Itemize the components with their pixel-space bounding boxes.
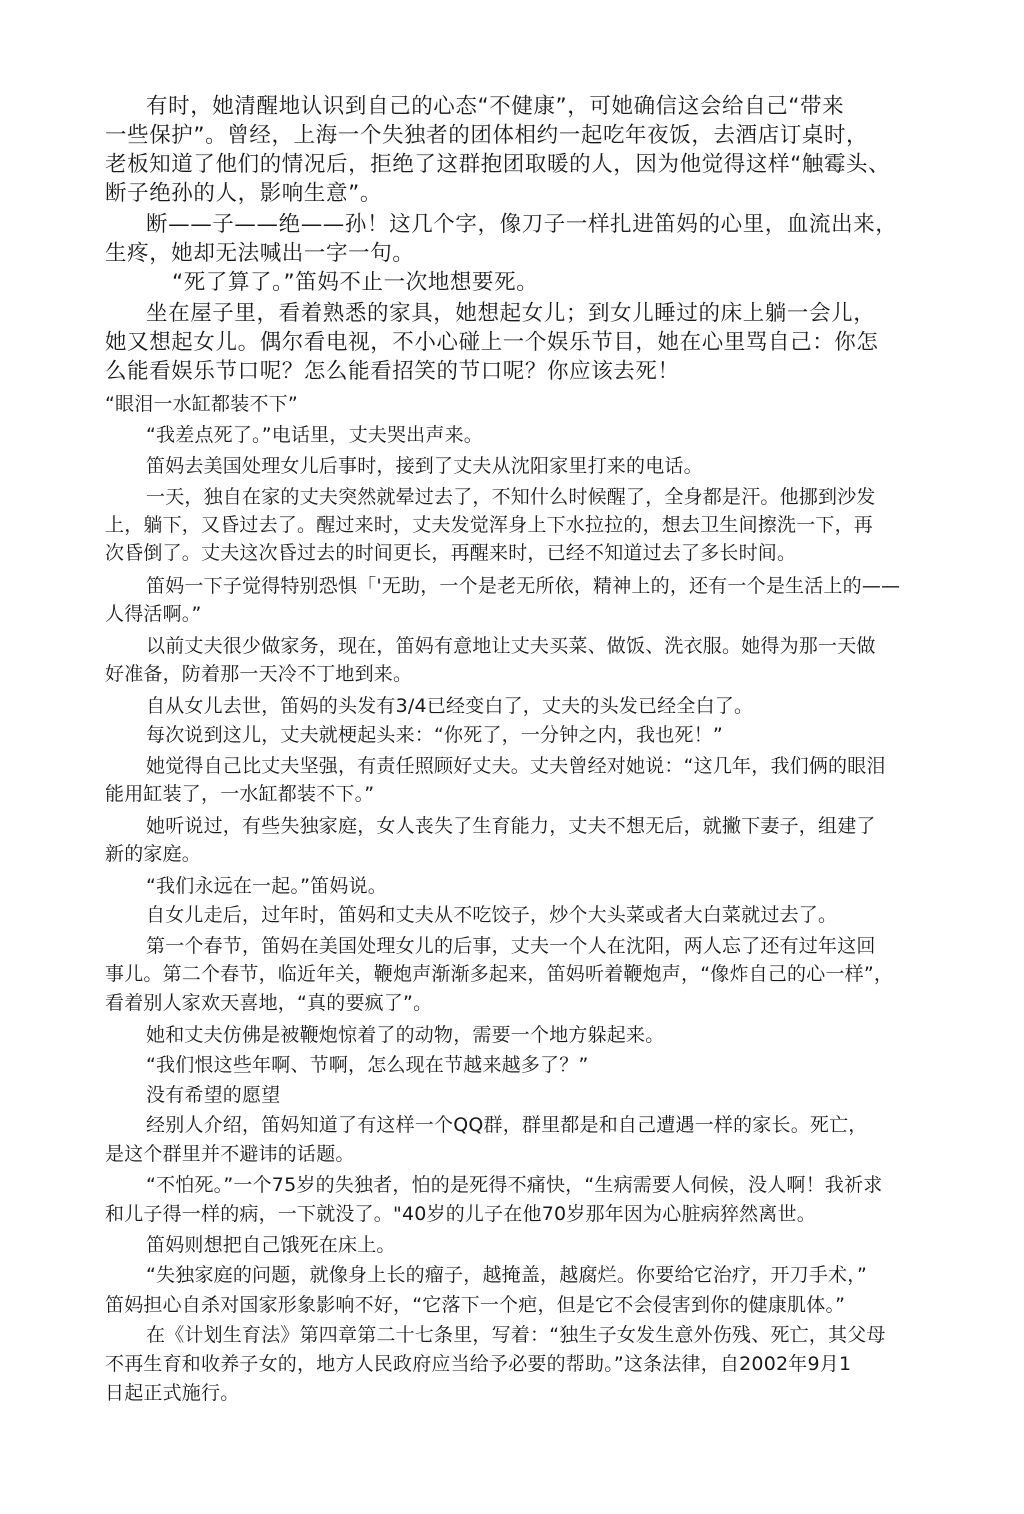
text-line: 她和丈夫仿佛是被鞭炮惊着了的动物，需要一个地方躲起来。 [146, 1024, 665, 1046]
text-line: 么能看娱乐节口呢？怎么能看招笑的节口呢？你应该去死！ [105, 359, 680, 384]
text-line: 她觉得自己比丈夫坚强，有责任照顾好丈夫。丈夫曾经对她说：“这几年，我们俩的眼泪 [146, 755, 886, 777]
text-line: 经别人介绍，笛妈知道了有这样一个QQ群，群里都是和自己遭遇一样的家长。死亡， [146, 1114, 868, 1136]
text-line: 断——子——绝——孙！这几个字，像刀子一样扎进笛妈的心里，血流出来， [146, 212, 898, 237]
text-line: 坐在屋子里，看着熟悉的家具，她想起女儿；到女儿睡过的床上躺一会儿， [146, 301, 876, 326]
text-line: 事儿。第二个春节，临近年关，鞭炮声渐渐多起来，笛妈听着鞭炮声，“像炸自己的心一样”， [105, 963, 894, 985]
text-line: 和儿子得一样的病，一下就没了。"40岁的儿子在他70岁那年因为心脏病猝然离世。 [105, 1203, 816, 1225]
text-line: 第一个春节，笛妈在美国处理女儿的后事，丈夫一个人在沈阳，两人忘了还有过年这回 [146, 935, 876, 957]
text-line: 看着别人家欢天喜地，“真的要疯了”。 [105, 992, 433, 1014]
text-line: “我差点死了。”电话里，丈夫哭出声来。 [146, 424, 483, 446]
text-line: 断子绝孙的人，影响生意”。 [105, 181, 382, 206]
text-line: 她又想起女儿。偶尔看电视，不小心碰上一个娱乐节目，她在心里骂自己：你怎 [105, 330, 879, 355]
text-line: 好准备，防着那一天冷不丁地到来。 [105, 663, 413, 685]
text-line: 笛妈去美国处理女儿后事时，接到了丈夫从沈阳家里打来的电话。 [146, 455, 703, 477]
text-line: 日起正式施行。 [105, 1382, 240, 1404]
text-line: 有时，她清醒地认识到自己的心态“不健康”，可她确信这会给自己“带来 [146, 94, 845, 119]
text-line: 每次说到这儿，丈夫就梗起头来：“你死了，一分钟之内，我也死！” [146, 724, 723, 746]
text-line: 自女儿走后，过年时，笛妈和丈夫从不吃饺子，炒个大头菜或者大白菜就过去了。 [146, 904, 838, 926]
text-line: 生疼，她却无法喊出一字一句。 [105, 241, 415, 266]
text-line: “我们永远在一起。”笛妈说。 [146, 875, 387, 897]
text-line: 自从女儿去世，笛妈的头发有3/4已经变白了，丈夫的头发已经全白了。 [146, 695, 754, 717]
text-line: 能用缸装了，一水缸都装不下。” [105, 783, 375, 805]
text-line: 一些保护”。曾经，上海一个失独者的团体相约一起吃年夜饭，去酒店订桌时， [105, 123, 869, 148]
text-line: “死了算了。”笛妈不止一次地想要死。 [172, 270, 539, 295]
text-line: 新的家庭。 [105, 843, 202, 865]
section-heading: 没有希望的愿望 [146, 1084, 281, 1106]
text-line: 以前丈夫很少做家务，现在，笛妈有意地让丈夫买菜、做饭、洗衣服。她得为那一天做 [146, 635, 876, 657]
section-heading: “眼泪一水缸都装不下” [105, 393, 298, 415]
text-line: 在《计划生育法》第四章第二十七条里，写着：“独生子女发生意外伤残、死亡，其父母 [146, 1324, 886, 1346]
text-line: 笛妈一下子觉得特别恐惧「'无助，一个是老无所依，精神上的，还有一个是生活上的—— [146, 575, 901, 597]
text-line: 她听说过，有些失独家庭，女人丧失了生育能力，丈夫不想无后，就撇下妻子，组建了 [146, 815, 876, 837]
text-line: “我们恨这些年啊、节啊，怎么现在节越来越多了？” [146, 1054, 589, 1076]
text-line: “不怕死。”一个75岁的失独者，怕的是死得不痛快，“生病需要人伺候，没人啊！我祈求 [146, 1174, 883, 1196]
text-line: 是这个群里并不避讳的话题。 [105, 1143, 355, 1165]
text-line: 次昏倒了。丈夫这次昏过去的时间更长，再醒来时，已经不知道过去了多长时间。 [105, 542, 797, 564]
text-line: 老板知道了他们的情况后，拒绝了这群抱团取暖的人，因为他觉得这样“触霉头、 [105, 152, 891, 177]
text-line: 一天，独自在家的丈夫突然就晕过去了，不知什么时候醒了，全身都是汗。他挪到沙发 [146, 486, 876, 508]
text-line: 笛妈则想把自己饿死在床上。 [146, 1234, 396, 1256]
text-line: 上，躺下，又昏过去了。醒过来时，丈夫发觉浑身上下水拉拉的，想去卫生间擦洗一下，再 [105, 514, 874, 536]
text-line: “失独家庭的问题，就像身上长的瘤子，越掩盖，越腐烂。你要给它治疗，开刀手术，” [146, 1264, 867, 1286]
text-line: 人得活啊。” [105, 603, 202, 625]
text-line: 不再生育和收养子女的，地方人民政府应当给予必要的帮助。”这条法律，自2002年9月1 [105, 1353, 852, 1375]
text-line: 笛妈担心自杀对国家形象影响不好，“它落下一个疤，但是它不会侵害到你的健康肌体。” [105, 1294, 846, 1316]
